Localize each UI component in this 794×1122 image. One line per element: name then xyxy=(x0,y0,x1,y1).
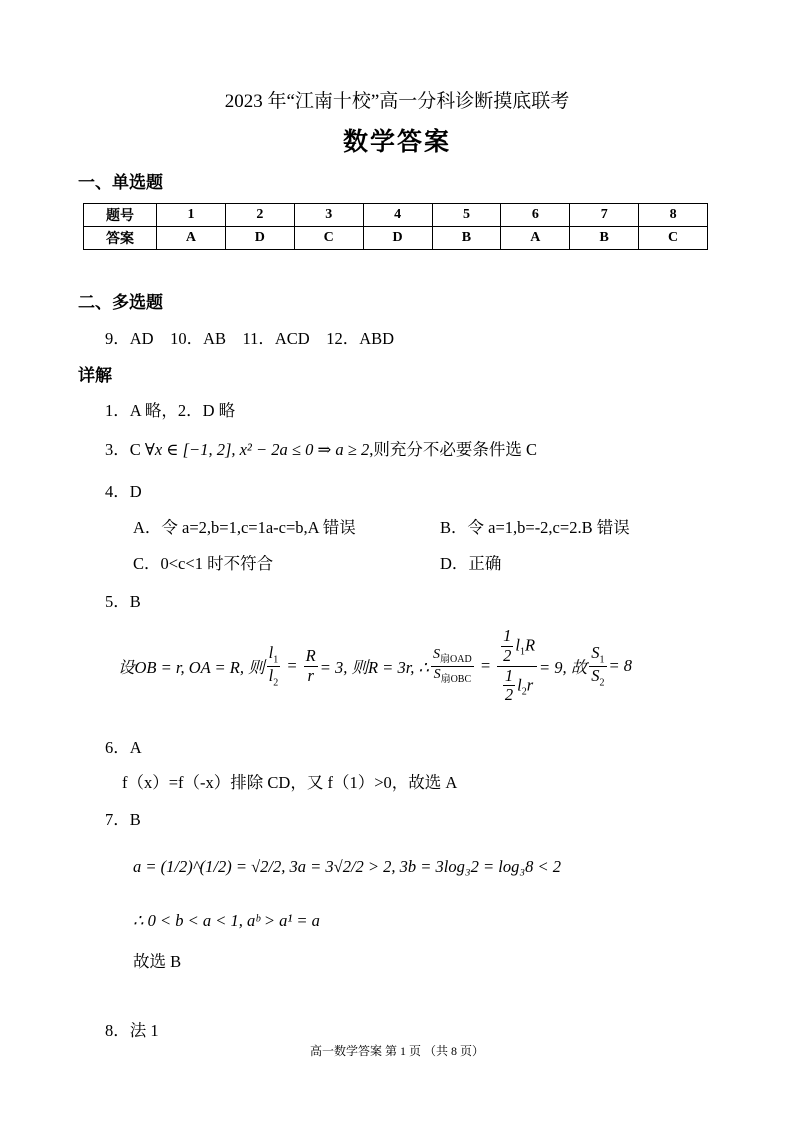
q7-line3: 故选 B xyxy=(133,952,182,971)
q4-option-a: A．令 a=2,b=1,c=1a-c=b,A 错误 xyxy=(133,518,356,537)
table-cell: 1 xyxy=(157,204,226,227)
table-cell: 5 xyxy=(432,204,501,227)
table-cell: D xyxy=(363,227,432,250)
table-cell: 2 xyxy=(225,204,294,227)
section-heading-single-choice: 一、单选题 xyxy=(78,173,163,192)
q7-label: 7．B xyxy=(105,810,141,829)
q5-fraction-l: $\frac{l_1}{l_2}$ xyxy=(268,642,279,688)
table-cell: A xyxy=(157,227,226,250)
q4-option-c: C．0<c<1 时不符合 xyxy=(133,554,274,573)
multi-choice-answers: 9．AD 10．AB 11．ACD 12．ABD xyxy=(105,329,395,348)
table-cell: 3 xyxy=(294,204,363,227)
page-subtitle: 数学答案 xyxy=(342,129,451,156)
table-cell: B xyxy=(432,227,501,250)
q3-formula: ∀x ∈ [−1, 2], x² − 2a ≤ 0 ⇒ a ≥ 2 xyxy=(144,440,370,459)
table-cell: 4 xyxy=(363,204,432,227)
q4-option-b: B．令 a=1,b=-2,c=2.B 错误 xyxy=(440,518,630,537)
q4-option-d: D．正确 xyxy=(440,554,502,573)
table-cell: 8 xyxy=(639,204,708,227)
q6-label: 6．A xyxy=(105,738,142,757)
q3-line xyxy=(105,436,537,460)
table-row xyxy=(84,204,708,227)
table-row xyxy=(84,227,708,250)
section-heading-multi-choice: 二、多选题 xyxy=(78,293,163,312)
q5-label: 5．B xyxy=(105,592,141,611)
table-cell: C xyxy=(294,227,363,250)
q6-text: f（x）=f（-x）排除 CD，又 f（1）>0，故选 A xyxy=(122,773,458,792)
answer-table xyxy=(83,203,708,250)
table-cell: 7 xyxy=(570,204,639,227)
table-cell: C xyxy=(639,227,708,250)
table-cell: B xyxy=(570,227,639,250)
section-heading-details: 详解 xyxy=(78,366,112,385)
q5-formula: 设OB = r, OA = R, 则 $\frac{l_1}{l_2}$ = $\frac{R}{r}$ = 3, 则R = 3r, ∴ $\frac{S_{扇OAD}}{S_{扇OBC}}$ = $\frac{1}{2}$ $l_1R$ $\frac{1}{2}$ $l_2r$ = 9, 故 $\frac{S_1}{S_2}$ = 8 xyxy=(118,625,633,705)
q3-label: 3．C xyxy=(105,440,141,459)
page-title: 2023 年“江南十校”高一分科诊断摸底联考 xyxy=(224,91,570,112)
q5-end: = 8 xyxy=(608,656,633,675)
q5-mid1: = 3, 则R = 3r, ∴ xyxy=(319,658,430,677)
q5-fraction-arc: $\frac{1}{2}$ $l_1R$ $\frac{1}{2}$ $l_2r$ xyxy=(497,627,537,706)
page-footer: 高一数学答案 第 1 页 （共 8 页） xyxy=(309,1044,484,1058)
q7-line2: ∴ 0 < b < a < 1, aᵇ > a¹ = a xyxy=(133,911,320,930)
q5-prefix: 设OB = r, OA = R, 则 xyxy=(118,658,265,677)
q8-label: 8．法 1 xyxy=(105,1021,159,1040)
table-row-label: 题号 xyxy=(84,204,157,227)
q7-line1: a = (1/2)^(1/2) = √2/2, 3a = 3√2/2 > 2, 3b = 3log₃2 = log₃8 < 2 xyxy=(133,857,561,876)
q5-fraction-area: $\frac{S_{扇OAD}}{S_{扇OBC}}$ xyxy=(433,647,472,685)
table-cell: D xyxy=(225,227,294,250)
q4-label: 4．D xyxy=(105,482,142,501)
table-row-label: 答案 xyxy=(84,227,157,250)
q5-fraction-r: $\frac{R}{r}$ xyxy=(305,645,316,685)
q1-2-line: 1．A 略，2．D 略 xyxy=(105,401,236,420)
q5-mid2: = 9, 故 xyxy=(539,658,588,677)
q3-conclusion: ,则充分不必要条件选 C xyxy=(369,440,537,459)
q5-fraction-s: $\frac{S_1}{S_2}$ xyxy=(591,642,605,688)
table-cell: 6 xyxy=(501,204,570,227)
table-cell: A xyxy=(501,227,570,250)
